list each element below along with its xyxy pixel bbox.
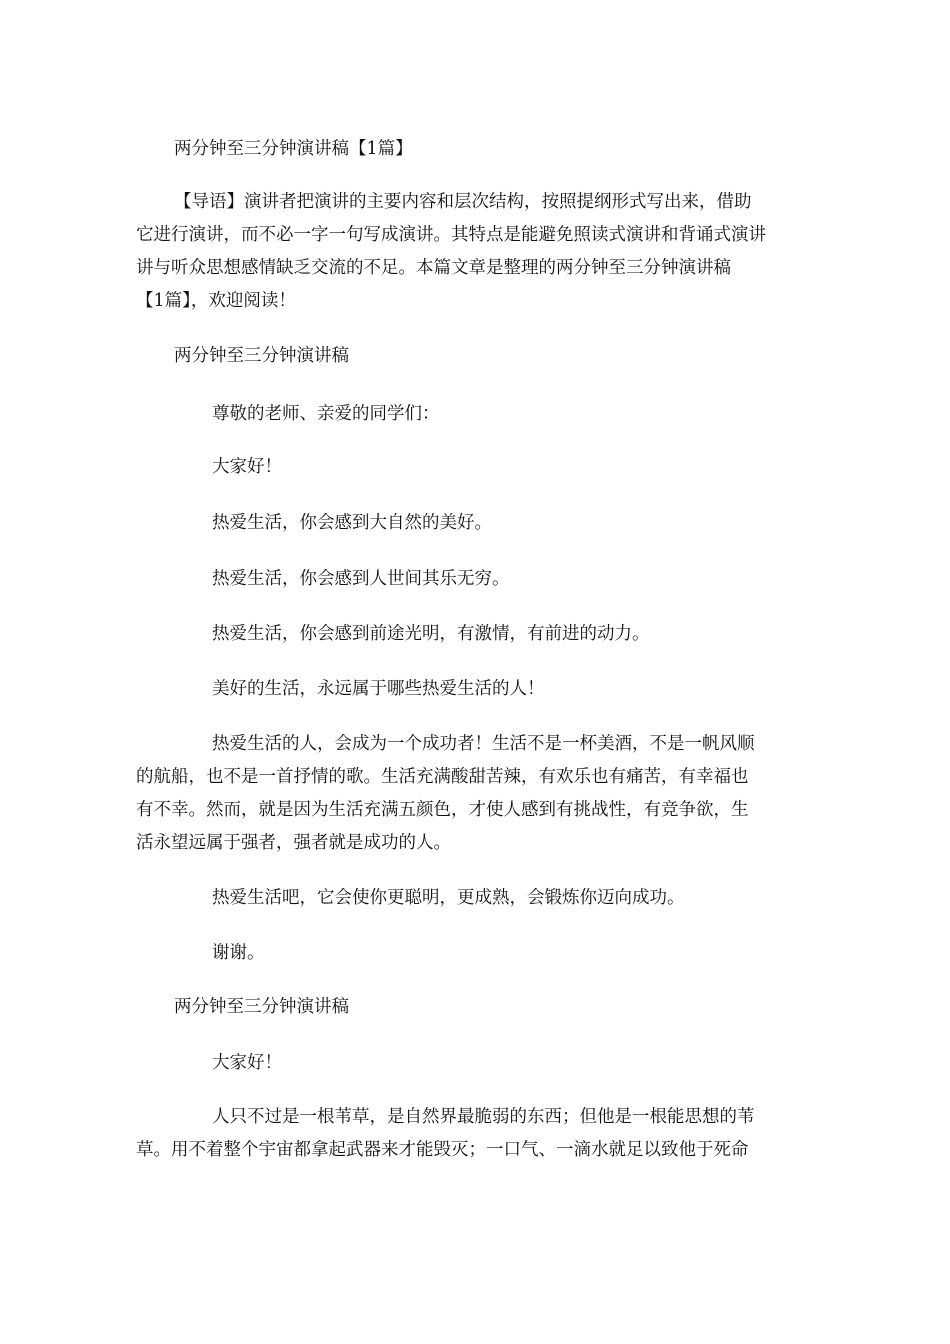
speech1-paragraph-4: 美好的生活，永远属于哪些热爱生活的人！ [212,679,545,699]
document-title: 两分钟至三分钟演讲稿【1篇】 [174,139,413,159]
speech1-p5-line: 活永望远属于强者，强者就是成功的人。 [136,833,451,853]
speech2-heading: 两分钟至三分钟演讲稿 [174,997,349,1017]
speech2-p1-line: 草。用不着整个宇宙都拿起武器来才能毁灭；一口气、一滴水就足以致他于死命 [136,1140,749,1160]
speech1-paragraph-3: 热爱生活，你会感到前途光明，有激情，有前进的动力。 [212,624,650,644]
speech1-salutation: 尊敬的老师、亲爱的同学们： [212,404,440,424]
speech1-p5-line: 有不幸。然而，就是因为生活充满五颜色，才使人感到有挑战性，有竞争欲，生 [136,800,749,820]
speech1-p5-line: 热爱生活的人，会成为一个成功者！生活不是一杯美酒，不是一帆风顺 [212,734,755,754]
speech2-paragraph-1 [136,1101,808,1167]
intro-line: 【1篇】，欢迎阅读！ [136,291,296,311]
speech1-p5-line: 的航船，也不是一首抒情的歌。生活充满酸甜苦辣，有欢乐也有痛苦，有幸福也 [136,767,749,787]
intro-line: 它进行演讲，而不必一字一句写成演讲。其特点是能避免照读式演讲和背诵式演讲 [136,225,766,245]
intro-line: 【导语】演讲者把演讲的主要内容和层次结构，按照提纲形式写出来，借助 [174,192,752,212]
speech1-paragraph-5 [136,728,808,860]
intro-paragraph [136,186,808,318]
speech1-paragraph-1: 热爱生活，你会感到大自然的美好。 [212,513,492,533]
speech2-p1-line: 人只不过是一根苇草，是自然界最脆弱的东西；但他是一根能思想的苇 [212,1107,755,1127]
speech1-greeting: 大家好！ [212,457,282,477]
speech1-heading: 两分钟至三分钟演讲稿 [174,346,349,366]
intro-line: 讲与听众思想感情缺乏交流的不足。本篇文章是整理的两分钟至三分钟演讲稿 [136,258,731,278]
speech1-paragraph-2: 热爱生活，你会感到人世间其乐无穷。 [212,569,510,589]
speech1-paragraph-6: 热爱生活吧，它会使你更聪明，更成熟，会锻炼你迈向成功。 [212,888,685,908]
speech1-closing: 谢谢。 [212,943,265,963]
speech2-greeting: 大家好！ [212,1053,282,1073]
